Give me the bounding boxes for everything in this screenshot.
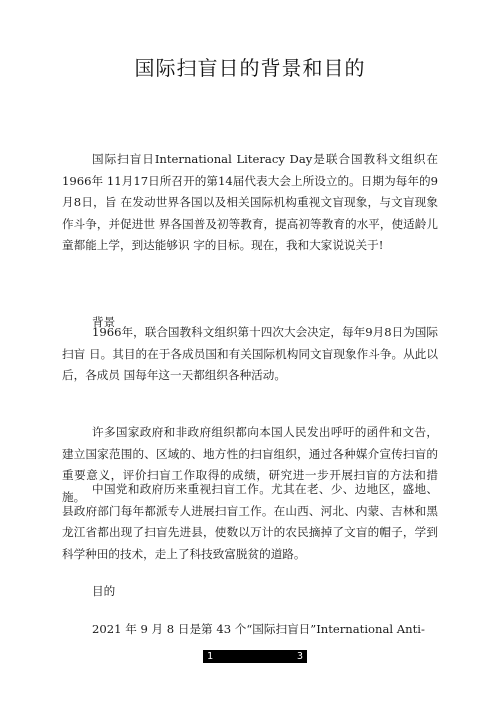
purpose-paragraph-1: 2021 年 9 月 8 日是第 43 个“国际扫盲日”International Anti-	[92, 622, 425, 636]
background-paragraph-1: 1966年，联合国教科文组织第十四次大会决定，每年9月8日为国际扫盲 日。其目的在于各成员国和有关国际机构同文盲现象作斗争。从此以后，各成员 国每年这一天都组织各种活动。	[62, 325, 438, 382]
page-total: 3	[296, 651, 303, 662]
page-indicator	[203, 650, 307, 663]
background-paragraph-3: 中国党和政府历来重视扫盲工作。尤其在老、少、边地区，盛地、县政府部门每年都派专人进展扫盲工作。在山西、河北、内蒙、吉林和黑龙江省都出现了扫盲先进县，使数以万计的农民摘掉了文盲的帽子，学到科学种田的技术，走上了科技致富脱贫的道路。	[62, 482, 438, 561]
page-current: 1	[207, 651, 214, 662]
intro-paragraph: 国际扫盲日International Literacy Day是联合国教科文组织在1966年 11月17日所召开的第14届代表大会上所设立的。日期为每年的9月8日，旨 在发动世界各国以及相关国际机构重视文盲现象，与文盲现象作斗争，并促进世 界各国普及初等教育，提高初等教育的水平，使适龄儿童都能上学，到达能够识 字的目标。现在，我和大家说说关于!	[62, 152, 438, 252]
section-heading-purpose: 目的	[92, 584, 116, 598]
section-heading-background: 背景	[92, 315, 116, 329]
background-paragraph-2: 许多国家政府和非政府组织都向本国人民发出呼吁的函件和文告，建立国家范围的、区域的、地方性的扫盲组织，通过各种媒介宣传扫盲的重要意义，评价扫盲工作取得的成绩，研究进一步开展扫盲的方法和措施。	[62, 425, 438, 504]
document-title: 国际扫盲日的背景和目的	[134, 56, 366, 80]
